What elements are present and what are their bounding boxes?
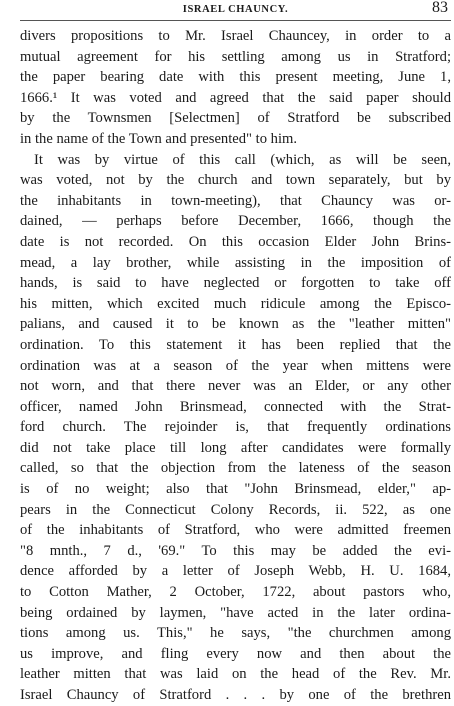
text-line: is of no weight; also that "John Brinsmead, elder," ap-: [20, 481, 451, 498]
text-line: dained, — perhaps before December, 1666, though the: [20, 213, 451, 230]
text-line: of the inhabitants of Stratford, who were admitted freemen: [20, 522, 451, 539]
text-line: the inhabitants in town-meeting), that Chauncy was or-: [20, 192, 451, 209]
text-line: "8 mnth., 7 d., '69." To this may be added the evi-: [20, 542, 451, 559]
text-line: us improve, and fling every now and then about the: [20, 645, 451, 662]
text-line: date is not recorded. On this occasion Elder John Brins-: [20, 233, 451, 250]
text-line: his mitten, which excited much ridicule among the Episco-: [20, 295, 451, 312]
text-line: being ordained by laymen, "have acted in the later ordina-: [20, 604, 451, 621]
text-line: dence afforded by a letter of Joseph Webb, H. U. 1684,: [20, 563, 451, 580]
text-line: hands, is said to have neglected or forgotten to take off: [20, 275, 451, 292]
running-title: ISRAEL CHAUNCY.: [182, 4, 289, 15]
text-line: not worn, and that there never was an Elder, or any other: [20, 378, 451, 395]
text-line: ordination. To this statement it has been replied that the: [20, 336, 451, 353]
text-line: was voted, not by the church and town separately, but by: [20, 172, 451, 189]
page-number: 83: [432, 0, 448, 16]
text-line: mutual agreement for his settling among us in Stratford;: [20, 48, 451, 65]
text-line: in the name of the Town and presented" to him.: [20, 130, 298, 147]
text-line: Israel Chauncy of Stratford . . . by one of the brethren: [20, 687, 451, 703]
text-line: palians, and caused it to be known as the "leather mitten": [20, 316, 451, 333]
text-line: pears in the Connecticut Colony Records, ii. 522, as one: [20, 501, 451, 518]
body-text: [20, 26, 451, 706]
text-line: the paper bearing date with this present meeting, June 1,: [20, 69, 451, 86]
text-line: leather mitten that was laid on the head of the Rev. Mr.: [20, 666, 451, 683]
paragraph-first-line: It was by virtue of this call (which, as will be seen,: [34, 151, 451, 168]
text-line: to Cotton Mather, 2 October, 1722, about pastors who,: [20, 584, 451, 601]
text-line: divers propositions to Mr. Israel Chauncey, in order to a: [20, 28, 451, 44]
text-line: officer, named John Brinsmead, connected with the Strat-: [20, 398, 451, 415]
text-line: did not take place till long after candidates were formally: [20, 439, 451, 456]
text-line: by the Townsmen [Selectmen] of Stratford be subscribed: [20, 110, 451, 127]
book-page: [20, 0, 451, 706]
text-line: ordination was at a season of the year when mittens were: [20, 357, 451, 374]
running-head: [20, 0, 451, 21]
text-line: tions among us. This," he says, "the churchmen among: [20, 625, 451, 642]
text-line: ford church. The rejoinder is, that frequently ordinations: [20, 419, 451, 436]
text-line: called, so that the objection from the lateness of the season: [20, 460, 451, 477]
text-line: 1666.¹ It was voted and agreed that the said paper should: [20, 89, 451, 106]
text-line: mead, a lay brother, while assisting in the imposition of: [20, 254, 451, 271]
